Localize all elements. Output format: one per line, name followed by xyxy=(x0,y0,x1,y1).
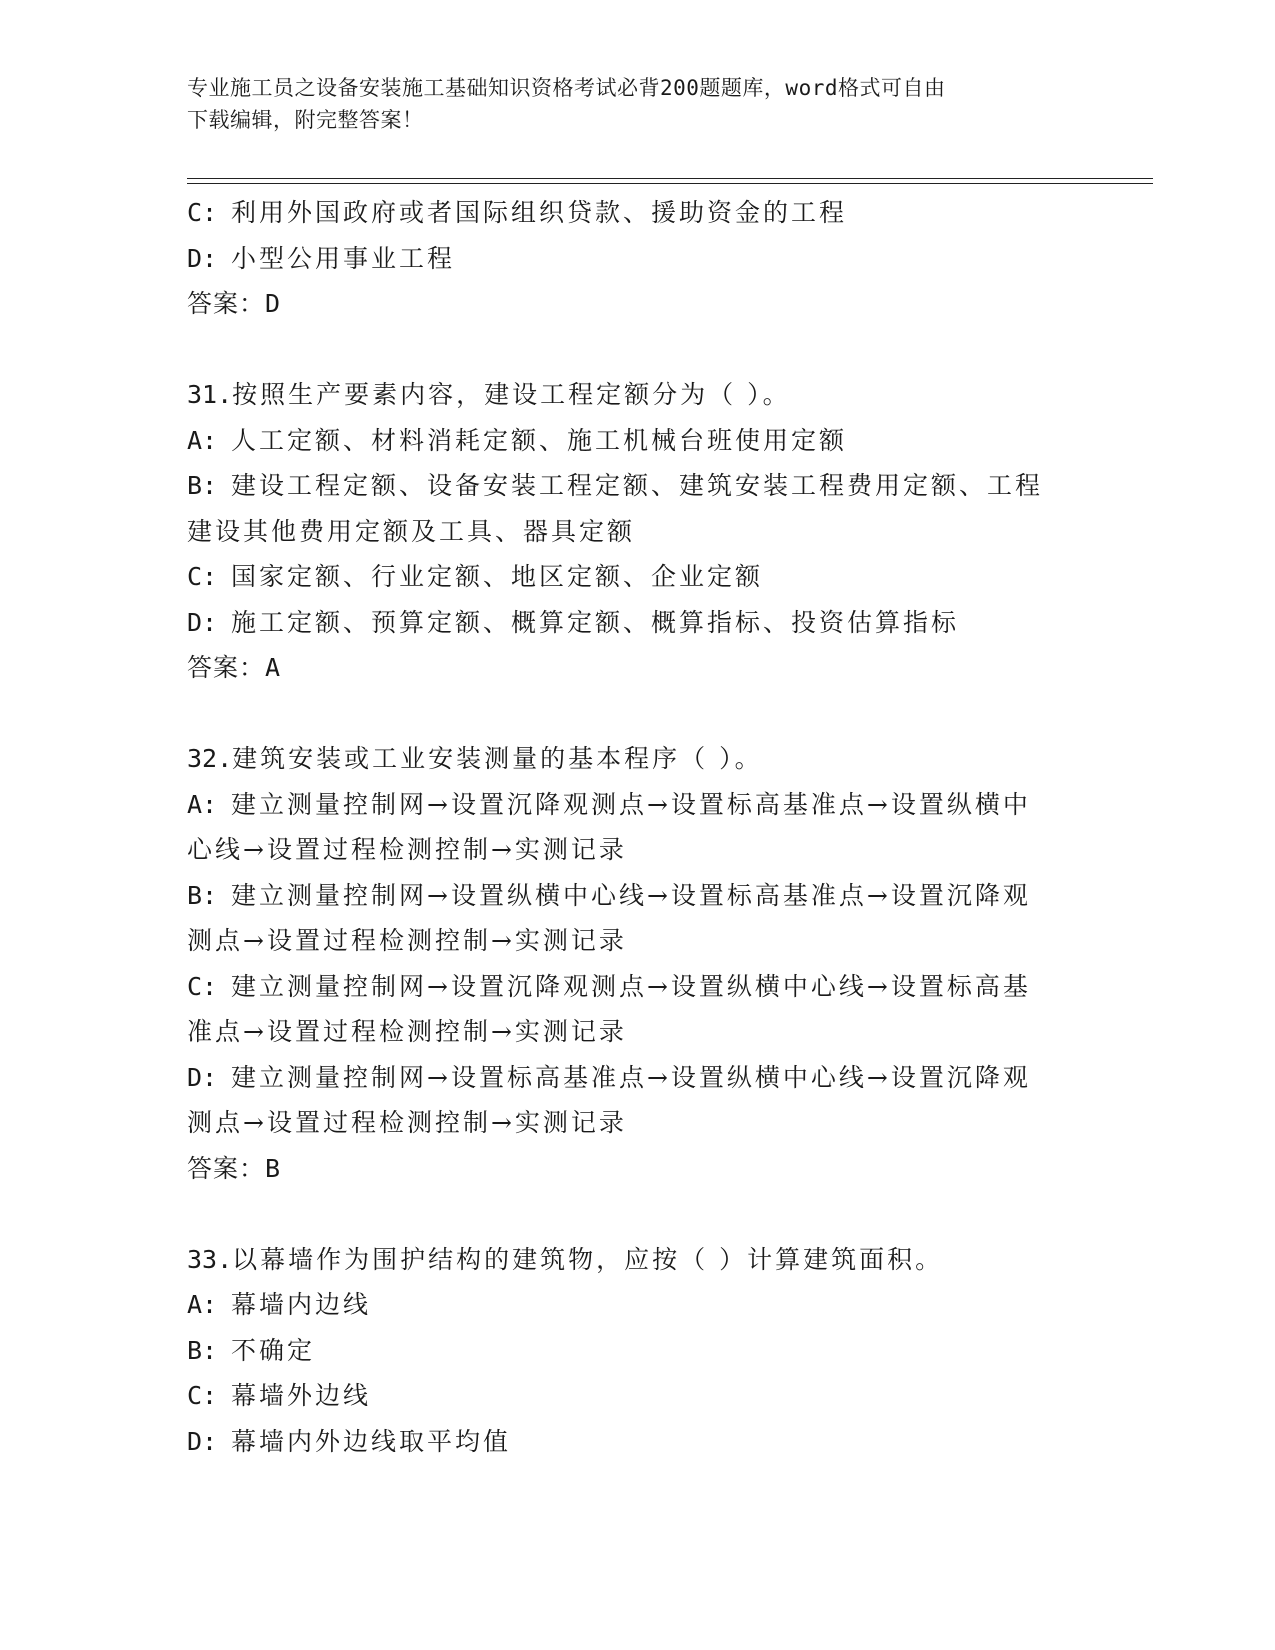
option-text: 施工定额、预算定额、概算定额、概算指标、投资估算指标 xyxy=(231,607,960,637)
option-a xyxy=(187,1282,1067,1328)
option-key: B: xyxy=(187,880,218,910)
option-c xyxy=(187,964,1067,1010)
option-text: 建立测量控制网→设置沉降观测点→设置纵横中心线→设置标高基 xyxy=(231,971,1031,1001)
option-b xyxy=(187,873,1067,919)
option-b xyxy=(187,1328,1067,1374)
option-key: C: xyxy=(187,198,218,227)
option-text: 利用外国政府或者国际组织贷款、援助资金的工程 xyxy=(231,198,848,227)
document-header xyxy=(187,72,1067,136)
option-text: 国家定额、行业定额、地区定额、企业定额 xyxy=(231,562,764,591)
answer-value: B xyxy=(265,1153,282,1183)
option-text: 幕墙外边线 xyxy=(231,1381,372,1410)
option-d xyxy=(187,600,1067,646)
option-key: A: xyxy=(187,1290,218,1319)
option-text: 建设工程定额、设备安装工程定额、建筑安装工程费用定额、工程 xyxy=(231,471,1044,500)
question-text: 以幕墙作为围护结构的建筑物，应按（ ）计算建筑面积。 xyxy=(232,1244,944,1274)
question-text: 建筑安装或工业安装测量的基本程序（ ）。 xyxy=(232,744,763,773)
option-continuation: 心线→设置过程检测控制→实测记录 xyxy=(187,835,627,864)
option-key: D: xyxy=(187,607,218,637)
header-line-1: 专业施工员之设备安装施工基础知识资格考试必背200题题库，word格式可自由 xyxy=(187,76,946,100)
option-key: A: xyxy=(187,425,218,455)
question-list xyxy=(187,190,1067,1464)
option-key: C: xyxy=(187,562,218,591)
question-number: 33. xyxy=(187,1244,233,1274)
option-text: 不确定 xyxy=(231,1335,316,1365)
answer-line xyxy=(187,281,1067,327)
option-continuation: 建设其他费用定额及工具、器具定额 xyxy=(187,516,636,546)
answer-label: 答案： xyxy=(187,289,266,318)
option-key: D: xyxy=(187,1062,218,1092)
spacer xyxy=(187,691,1067,737)
answer-line xyxy=(187,645,1067,691)
option-a xyxy=(187,782,1067,828)
option-text: 建立测量控制网→设置沉降观测点→设置标高基准点→设置纵横中 xyxy=(231,789,1031,819)
option-c xyxy=(187,190,1067,236)
option-c xyxy=(187,554,1067,600)
option-d xyxy=(187,236,1067,282)
header-line-2: 下载编辑，附完整答案！ xyxy=(187,108,424,132)
answer-label: 答案： xyxy=(187,653,266,682)
question-stem xyxy=(187,1237,1067,1283)
question-number: 31. xyxy=(187,380,233,409)
option-key: B: xyxy=(187,1335,218,1365)
header-divider-top xyxy=(187,178,1153,179)
option-key: B: xyxy=(187,471,218,500)
option-d xyxy=(187,1419,1067,1465)
option-c xyxy=(187,1373,1067,1419)
option-a xyxy=(187,418,1067,464)
option-d xyxy=(187,1055,1067,1101)
option-text: 人工定额、材料消耗定额、施工机械台班使用定额 xyxy=(231,425,848,455)
spacer xyxy=(187,327,1067,373)
header-divider-bottom xyxy=(187,183,1153,184)
option-text: 幕墙内边线 xyxy=(231,1290,372,1319)
option-continuation: 测点→设置过程检测控制→实测记录 xyxy=(187,1108,627,1137)
option-key: A: xyxy=(187,789,218,819)
option-continuation: 测点→设置过程检测控制→实测记录 xyxy=(187,926,627,955)
answer-value: A xyxy=(265,653,282,682)
answer-value: D xyxy=(265,289,282,318)
spacer xyxy=(187,1191,1067,1237)
option-key: D: xyxy=(187,1426,218,1456)
option-key: C: xyxy=(187,971,218,1001)
answer-label: 答案： xyxy=(187,1153,266,1183)
option-text: 建立测量控制网→设置纵横中心线→设置标高基准点→设置沉降观 xyxy=(231,880,1031,910)
question-stem xyxy=(187,372,1067,418)
option-text: 建立测量控制网→设置标高基准点→设置纵横中心线→设置沉降观 xyxy=(231,1062,1031,1092)
answer-line xyxy=(187,1146,1067,1192)
question-stem xyxy=(187,736,1067,782)
option-continuation: 准点→设置过程检测控制→实测记录 xyxy=(187,1017,627,1046)
question-text: 按照生产要素内容，建设工程定额分为（ ）。 xyxy=(232,380,791,409)
option-b xyxy=(187,463,1067,509)
option-key: D: xyxy=(187,243,218,273)
option-text: 小型公用事业工程 xyxy=(231,243,456,273)
option-text: 幕墙内外边线取平均值 xyxy=(231,1426,512,1456)
option-key: C: xyxy=(187,1381,218,1410)
question-number: 32. xyxy=(187,744,233,773)
